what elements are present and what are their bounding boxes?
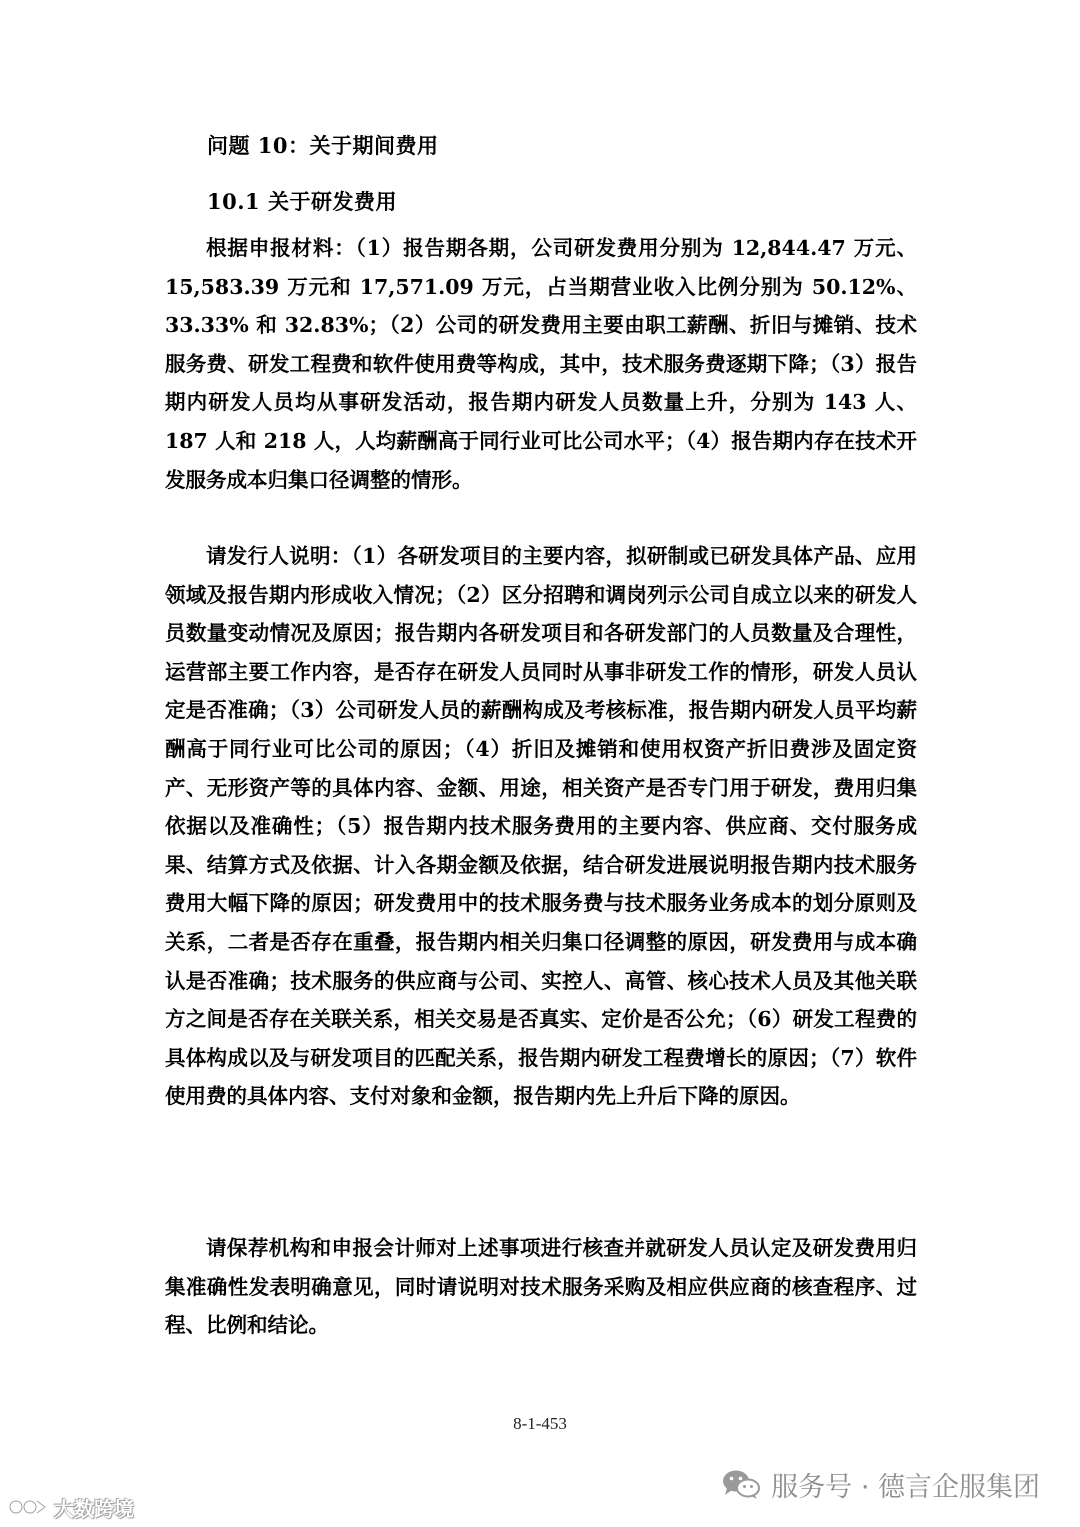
- paragraph-verification-request: 请保荐机构和申报会计师对上述事项进行核查并就研发人员认定及研发费用归集准确性发表明确意见，同时请说明对技术服务采购及相应供应商的核查程序、过程、比例和结论。: [165, 1236, 917, 1338]
- wechat-watermark: [721, 1464, 1040, 1504]
- brand-watermark: [8, 1492, 134, 1522]
- brand-logo-icon: [8, 1495, 48, 1519]
- paragraph-background: 根据申报材料：（1）报告期各期，公司研发费用分别为 12,844.47 万元、15,583.39 万元和 17,571.09 万元，占当期营业收入比例分别为 50.12%、33.33% 和 32.83%；（2）公司的研发费用主要由职工薪酬、折旧与摊销、技术服务费、研发工程费和软件使用费等构成，其中，技术服务费逐期下降；（3）报告期内研发人员均从事研发活动，报告期内研发人员数量上升，分别为 143 人、187 人和 218 人，人均薪酬高于同行业可比公司水平；（4）报告期内存在技术开发服务成本归集口径调整的情形。: [165, 236, 917, 492]
- wechat-account-name: 服务号 · 德言企服集团: [771, 1471, 1040, 1503]
- brand-name: 大数跨境: [54, 1496, 134, 1521]
- question-heading: 问题 10：关于期间费用: [207, 133, 439, 158]
- page-number: 8-1-453: [513, 1414, 567, 1433]
- section-heading: 10.1 关于研发费用: [207, 189, 397, 214]
- wechat-icon: [721, 1468, 761, 1500]
- paragraph-questions: 请发行人说明：（1）各研发项目的主要内容，拟研制或已研发具体产品、应用领域及报告期内形成收入情况；（2）区分招聘和调岗列示公司自成立以来的研发人员数量变动情况及原因；报告期内各研发项目和各研发部门的人员数量及合理性，运营部主要工作内容，是否存在研发人员同时从事非研发工作的情形，研发人员认定是否准确；（3）公司研发人员的薪酬构成及考核标准，报告期内研发人员平均薪酬高于同行业可比公司的原因；（4）折旧及摊销和使用权资产折旧费涉及固定资产、无形资产等的具体内容、金额、用途，相关资产是否专门用于研发，费用归集依据以及准确性；（5）报告期内技术服务费用的主要内容、供应商、交付服务成果、结算方式及依据、计入各期金额及依据，结合研发进展说明报告期内技术服务费用大幅下降的原因；研发费用中的技术服务费与技术服务业务成本的划分原则及关系，二者是否存在重叠，报告期内相关归集口径调整的原因，研发费用与成本确认是否准确；技术服务的供应商与公司、实控人、高管、核心技术人员及其他关联方之间是否存在关联关系，相关交易是否真实、定价是否公允；（6）研发工程费的具体构成以及与研发项目的匹配关系，报告期内研发工程费增长的原因；（7）软件使用费的具体内容、支付对象和金额，报告期内先上升后下降的原因。: [165, 544, 917, 1109]
